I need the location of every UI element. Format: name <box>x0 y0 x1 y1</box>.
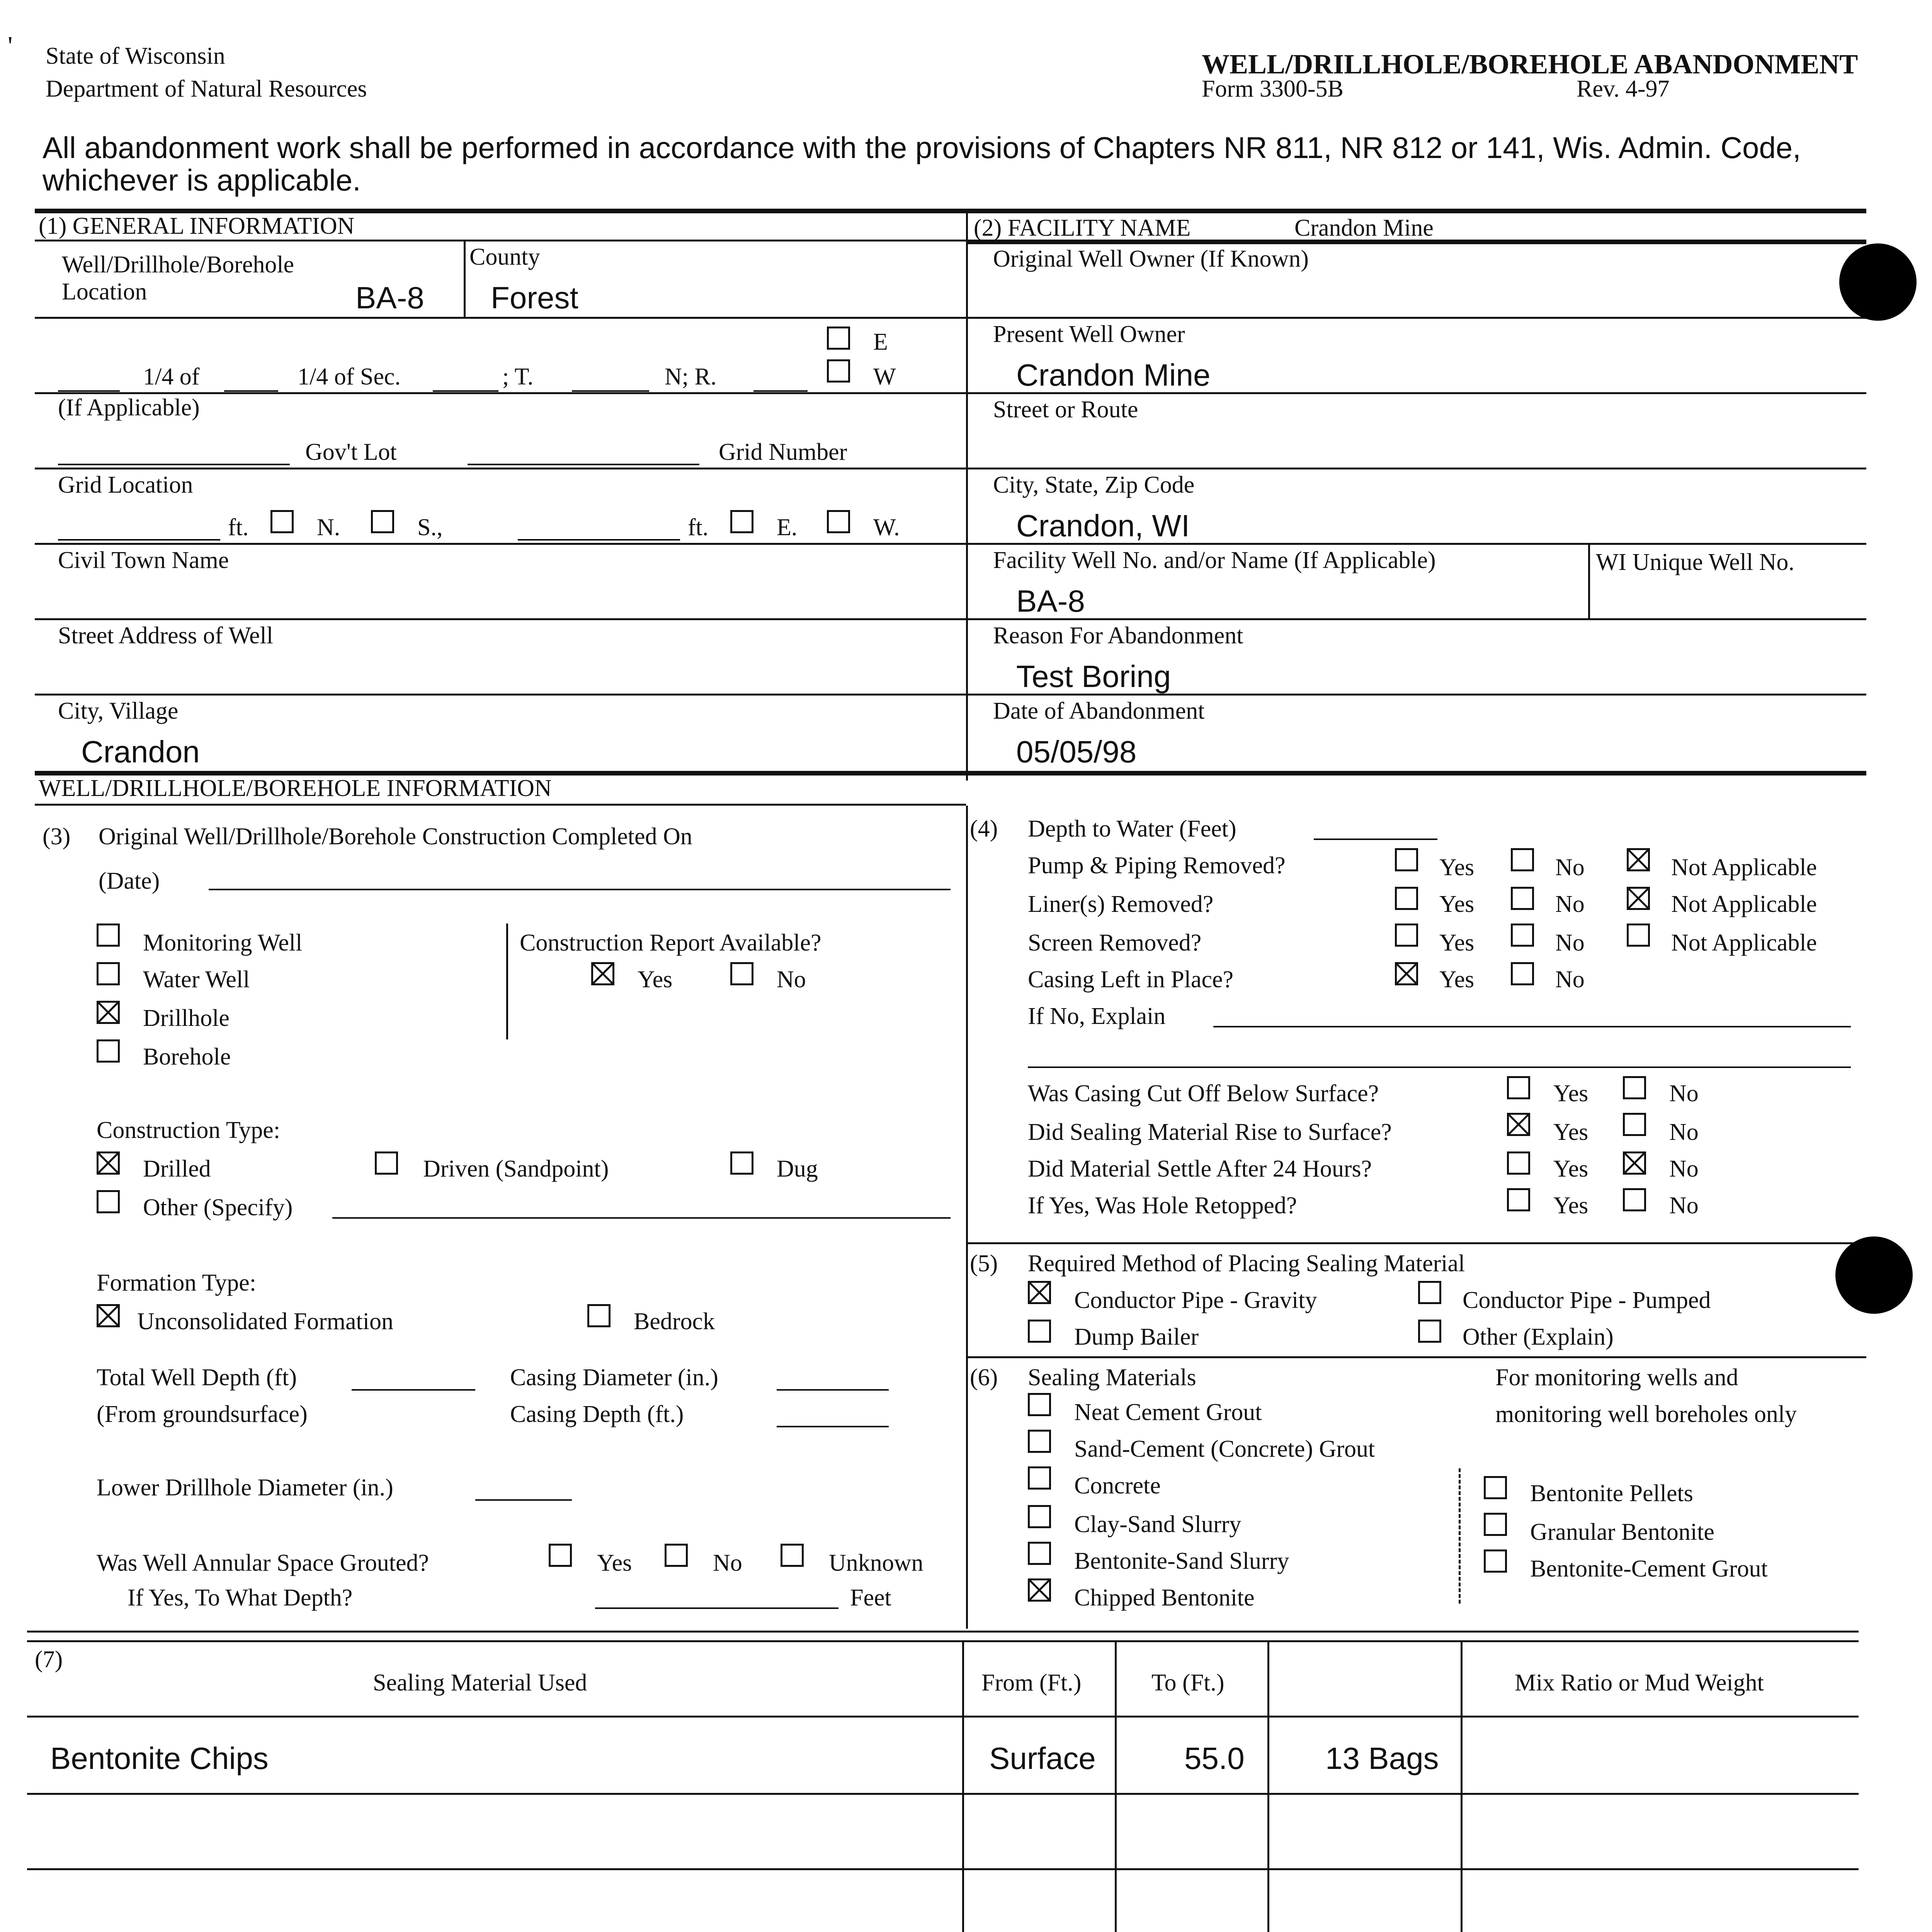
unconsolidated-label: Unconsolidated Formation <box>137 1308 393 1335</box>
annular-yes-label: Yes <box>597 1550 632 1576</box>
bailer-label: Dump Bailer <box>1074 1324 1199 1350</box>
grid-number-blank <box>468 464 699 465</box>
quarter-of-label: 1/4 of <box>143 364 200 390</box>
location-value: BA-8 <box>355 281 424 315</box>
material-settle-label: Did Material Settle After 24 Hours? <box>1028 1156 1372 1182</box>
other-construction-checkbox[interactable] <box>97 1190 120 1213</box>
row-quantity: 13 Bags <box>1325 1741 1439 1776</box>
casing-cut-yes-checkbox[interactable] <box>1507 1076 1530 1099</box>
screen-yes-checkbox[interactable] <box>1395 923 1418 947</box>
casing-cut-label: Was Casing Cut Off Below Surface? <box>1028 1080 1379 1107</box>
annular-unknown-checkbox[interactable] <box>781 1544 804 1567</box>
s3-title: Original Well/Drillhole/Borehole Construction Completed On <box>99 823 692 850</box>
present-owner-label: Present Well Owner <box>993 321 1185 347</box>
rule-g2 <box>35 392 966 394</box>
sealing-rise-no-checkbox[interactable] <box>1623 1113 1646 1136</box>
facility-well-no-value: BA-8 <box>1016 584 1085 618</box>
annular-label: Was Well Annular Space Grouted? <box>97 1550 429 1576</box>
s4-num: (4) <box>970 816 998 842</box>
dug-label: Dug <box>777 1156 818 1182</box>
other-construction-label: Other (Specify) <box>143 1194 293 1221</box>
s3-date-blank <box>209 889 951 890</box>
report-no-label: No <box>777 966 806 993</box>
liner-yes-label: Yes <box>1439 891 1475 917</box>
grid-n-checkbox[interactable] <box>270 510 294 533</box>
street-address-label: Street Address of Well <box>58 622 273 649</box>
location-label-1: Well/Drillhole/Borehole <box>62 252 294 278</box>
monitoring-well-checkbox[interactable] <box>97 923 120 947</box>
township-label: ; T. <box>502 364 534 390</box>
driven-label: Driven (Sandpoint) <box>423 1156 609 1182</box>
annular-feet-label: Feet <box>850 1585 891 1611</box>
rule-f6 <box>966 694 1866 696</box>
bentonite-sand-checkbox[interactable] <box>1028 1542 1051 1565</box>
screen-yes-label: Yes <box>1439 930 1475 956</box>
monitoring-well-label: Monitoring Well <box>143 930 303 956</box>
sand-cement-label: Sand-Cement (Concrete) Grout <box>1074 1436 1375 1462</box>
quarter-blank-2 <box>224 390 278 392</box>
depth-to-water-blank <box>1314 838 1437 840</box>
concrete-label: Concrete <box>1074 1473 1161 1499</box>
casing-left-yes-label: Yes <box>1439 966 1475 993</box>
agency-line-1: State of Wisconsin <box>46 43 225 69</box>
city-village-value: Crandon <box>81 735 200 769</box>
screen-no-label: No <box>1555 930 1585 956</box>
county-value: Forest <box>491 281 578 315</box>
govt-lot-blank <box>58 464 290 465</box>
reason-label: Reason For Abandonment <box>993 622 1243 649</box>
hole-retopped-label: If Yes, Was Hole Retopped? <box>1028 1192 1297 1219</box>
s7-col-4 <box>1461 1640 1463 1932</box>
pump-na-checkbox[interactable] <box>1627 848 1650 871</box>
bentonite-sand-label: Bentonite-Sand Slurry <box>1074 1548 1289 1574</box>
total-depth-blank <box>352 1389 475 1391</box>
township-blank <box>572 390 649 392</box>
report-yes-checkbox[interactable] <box>591 962 614 985</box>
annular-no-checkbox[interactable] <box>665 1544 688 1567</box>
s6-title: Sealing Materials <box>1028 1364 1196 1391</box>
liner-no-label: No <box>1555 891 1585 917</box>
screen-removed-label: Screen Removed? <box>1028 930 1202 956</box>
annular-yes-checkbox[interactable] <box>549 1544 572 1567</box>
granular-bentonite-label: Granular Bentonite <box>1530 1519 1714 1545</box>
pumped-checkbox[interactable] <box>1418 1281 1441 1304</box>
total-depth-label-1: Total Well Depth (ft) <box>97 1364 297 1391</box>
range-label: N; R. <box>665 364 717 390</box>
chipped-bentonite-label: Chipped Bentonite <box>1074 1585 1255 1611</box>
if-no-explain-label: If No, Explain <box>1028 1003 1166 1029</box>
city-village-label: City, Village <box>58 698 179 724</box>
monitor-note-1: For monitoring wells and <box>1495 1364 1738 1391</box>
sealing-rise-label: Did Sealing Material Rise to Surface? <box>1028 1119 1392 1145</box>
rule-g1 <box>35 317 966 319</box>
liner-na-checkbox[interactable] <box>1627 887 1650 910</box>
clay-sand-checkbox[interactable] <box>1028 1505 1051 1528</box>
rule-s5-s6 <box>966 1356 1866 1358</box>
annular-no-label: No <box>713 1550 742 1576</box>
screen-na-checkbox[interactable] <box>1627 923 1650 947</box>
street-route-label: Street or Route <box>993 396 1138 423</box>
gravity-label: Conductor Pipe - Gravity <box>1074 1287 1317 1313</box>
granular-bentonite-checkbox[interactable] <box>1484 1513 1507 1536</box>
grid-ft-blank-1 <box>58 539 220 541</box>
borehole-label: Borehole <box>143 1044 231 1070</box>
liner-no-checkbox[interactable] <box>1511 887 1534 910</box>
county-label: County <box>469 244 540 270</box>
facility-well-no-label: Facility Well No. and/or Name (If Applicable) <box>993 547 1436 573</box>
grid-n-label: N. <box>317 514 340 541</box>
grid-s-checkbox[interactable] <box>371 510 394 533</box>
dug-checkbox[interactable] <box>730 1151 753 1175</box>
rule-s7-top-b <box>27 1640 1859 1642</box>
punch-hole-middle <box>1835 1236 1913 1314</box>
quarter-blank-1 <box>58 390 120 392</box>
col-material-header: Sealing Material Used <box>373 1670 587 1696</box>
bentonite-cement-label: Bentonite-Cement Grout <box>1530 1556 1768 1582</box>
concrete-checkbox[interactable] <box>1028 1466 1051 1490</box>
bedrock-label: Bedrock <box>634 1308 715 1335</box>
s3-num: (3) <box>43 823 71 850</box>
casing-left-no-label: No <box>1555 966 1585 993</box>
casing-left-yes-checkbox[interactable] <box>1395 962 1418 985</box>
lower-diameter-blank <box>475 1499 572 1501</box>
hole-retopped-yes-checkbox[interactable] <box>1507 1188 1530 1211</box>
water-well-label: Water Well <box>143 966 250 993</box>
date-abandonment-label: Date of Abandonment <box>993 698 1205 724</box>
grid-e-checkbox[interactable] <box>730 510 753 533</box>
rule-g6 <box>35 694 966 696</box>
grid-w-checkbox[interactable] <box>827 510 850 533</box>
pump-removed-label: Pump & Piping Removed? <box>1028 852 1286 879</box>
city-state-zip-value: Crandon, WI <box>1016 509 1190 543</box>
neat-cement-checkbox[interactable] <box>1028 1393 1051 1416</box>
quarter-sec-label: 1/4 of Sec. <box>298 364 401 390</box>
clay-sand-label: Clay-Sand Slurry <box>1074 1511 1242 1537</box>
grid-ft-blank-2 <box>518 539 680 541</box>
wi-unique-label: WI Unique Well No. <box>1596 549 1794 575</box>
unconsolidated-checkbox[interactable] <box>97 1304 120 1327</box>
pump-no-checkbox[interactable] <box>1511 848 1534 871</box>
other-method-checkbox[interactable] <box>1418 1320 1441 1343</box>
pump-no-label: No <box>1555 854 1585 881</box>
other-construction-blank <box>332 1217 951 1219</box>
casing-depth-blank <box>777 1426 889 1427</box>
rule-g4 <box>35 543 966 545</box>
report-divider <box>506 923 508 1039</box>
grid-e-label: E. <box>777 514 798 541</box>
drilled-label: Drilled <box>143 1156 211 1182</box>
date-abandonment-value: 05/05/98 <box>1016 735 1137 769</box>
material-settle-yes-checkbox[interactable] <box>1507 1151 1530 1175</box>
grid-w-label: W. <box>873 514 900 541</box>
west-checkbox[interactable] <box>827 359 850 383</box>
divider-middle <box>966 806 968 1629</box>
hole-retopped-no-checkbox[interactable] <box>1623 1188 1646 1211</box>
bentonite-pellets-checkbox[interactable] <box>1484 1476 1507 1499</box>
well-info-title: WELL/DRILLHOLE/BOREHOLE INFORMATION <box>39 775 552 801</box>
form-number: Form 3300-5B <box>1202 76 1344 102</box>
liner-na-label: Not Applicable <box>1671 891 1817 917</box>
s6-num: (6) <box>970 1364 998 1391</box>
city-state-zip-label: City, State, Zip Code <box>993 472 1195 498</box>
construction-type-label: Construction Type: <box>97 1117 280 1143</box>
original-owner-label: Original Well Owner (If Known) <box>993 246 1309 272</box>
annular-depth-blank <box>595 1607 838 1609</box>
intro-text: All abandonment work shall be performed in accordance with the provisions of Chapters NR 811, NR 812 or 141, Wis. Admin. Code, whichever is applicable. <box>43 131 1801 197</box>
grid-ft-2: ft. <box>688 514 709 541</box>
hole-retopped-no-label: No <box>1669 1192 1699 1219</box>
rule-g3 <box>35 468 966 469</box>
if-no-explain-blank-2 <box>1028 1066 1851 1068</box>
formation-type-label: Formation Type: <box>97 1270 256 1296</box>
monitor-divider <box>1459 1468 1461 1604</box>
rule-s7-r2 <box>27 1868 1859 1870</box>
east-checkbox[interactable] <box>827 327 850 350</box>
driven-checkbox[interactable] <box>375 1151 398 1175</box>
bedrock-checkbox[interactable] <box>587 1304 611 1327</box>
lower-diameter-label: Lower Drillhole Diameter (in.) <box>97 1475 393 1501</box>
row-to: 55.0 <box>1184 1741 1245 1776</box>
col-mix-header: Mix Ratio or Mud Weight <box>1515 1670 1764 1696</box>
row-from: Surface <box>989 1741 1096 1776</box>
s5-num: (5) <box>970 1250 998 1277</box>
east-label: E <box>873 329 888 355</box>
liner-yes-checkbox[interactable] <box>1395 887 1418 910</box>
rule-s7-head <box>27 1716 1859 1718</box>
s7-col-1 <box>962 1640 964 1932</box>
screen-na-label: Not Applicable <box>1671 930 1817 956</box>
agency-line-2: Department of Natural Resources <box>46 76 367 102</box>
if-applicable-label: (If Applicable) <box>58 395 200 421</box>
rule-f2 <box>966 392 1866 394</box>
if-no-explain-blank <box>1213 1026 1851 1027</box>
monitor-note-2: monitoring well boreholes only <box>1495 1401 1797 1427</box>
s7-col-3 <box>1267 1640 1269 1932</box>
rule-f4 <box>966 543 1866 545</box>
sand-cement-checkbox[interactable] <box>1028 1430 1051 1453</box>
sealing-rise-yes-checkbox[interactable] <box>1507 1113 1530 1136</box>
wi-unique-divider <box>1588 543 1590 620</box>
screen-no-checkbox[interactable] <box>1511 923 1534 947</box>
sealing-rise-yes-label: Yes <box>1553 1119 1588 1145</box>
casing-diameter-blank <box>777 1389 889 1391</box>
material-settle-no-label: No <box>1669 1156 1699 1182</box>
casing-cut-yes-label: Yes <box>1553 1080 1588 1107</box>
depth-to-water-label: Depth to Water (Feet) <box>1028 816 1236 842</box>
casing-diameter-label: Casing Diameter (in.) <box>510 1364 718 1391</box>
sealing-rise-no-label: No <box>1669 1119 1699 1145</box>
pump-na-label: Not Applicable <box>1671 854 1817 881</box>
location-label-2: Location <box>62 279 147 305</box>
rule-f5 <box>966 618 1866 620</box>
other-method-label: Other (Explain) <box>1463 1324 1614 1350</box>
general-info-title: (1) GENERAL INFORMATION <box>39 213 355 239</box>
facility-name-value: Crandon Mine <box>1294 215 1434 241</box>
rule-f1 <box>966 317 1866 319</box>
water-well-checkbox[interactable] <box>97 962 120 985</box>
hole-retopped-yes-label: Yes <box>1553 1192 1588 1219</box>
bentonite-pellets-label: Bentonite Pellets <box>1530 1480 1693 1507</box>
casing-depth-label: Casing Depth (ft.) <box>510 1401 684 1427</box>
neat-cement-label: Neat Cement Grout <box>1074 1399 1262 1425</box>
rule-s7-top-a <box>27 1631 1859 1633</box>
pump-yes-checkbox[interactable] <box>1395 848 1418 871</box>
casing-left-no-checkbox[interactable] <box>1511 962 1534 985</box>
rule-s4-s5 <box>966 1242 1866 1244</box>
s7-col-2 <box>1115 1640 1117 1932</box>
rule-g5 <box>35 618 966 620</box>
drillhole-label: Drillhole <box>143 1005 230 1031</box>
s5-title: Required Method of Placing Sealing Material <box>1028 1250 1465 1277</box>
pump-yes-label: Yes <box>1439 854 1475 881</box>
rule-f3 <box>966 468 1866 469</box>
gravity-checkbox[interactable] <box>1028 1281 1051 1304</box>
bentonite-cement-checkbox[interactable] <box>1484 1549 1507 1573</box>
col-from-header: From (Ft.) <box>981 1670 1082 1696</box>
annular-depth-label: If Yes, To What Depth? <box>128 1585 353 1611</box>
liner-removed-label: Liner(s) Removed? <box>1028 891 1214 917</box>
sec-blank <box>433 390 498 392</box>
rule-s7-r1 <box>27 1793 1859 1795</box>
corner-mark: ' <box>8 31 13 61</box>
county-divider <box>464 240 466 317</box>
casing-cut-no-checkbox[interactable] <box>1623 1076 1646 1099</box>
col-to-header: To (Ft.) <box>1151 1670 1225 1696</box>
grid-s-label: S., <box>417 514 443 541</box>
total-depth-label-2: (From groundsurface) <box>97 1401 308 1427</box>
grid-number-label: Grid Number <box>719 439 847 465</box>
row-material: Bentonite Chips <box>50 1741 269 1776</box>
report-no-checkbox[interactable] <box>730 962 753 985</box>
form-revision: Rev. 4-97 <box>1577 76 1670 102</box>
punch-hole-top <box>1839 243 1917 321</box>
rule-facility-right <box>966 240 1866 244</box>
reason-value: Test Boring <box>1016 659 1171 694</box>
s7-num: (7) <box>35 1646 63 1673</box>
west-label: W <box>873 364 896 390</box>
civil-town-label: Civil Town Name <box>58 547 229 573</box>
range-blank <box>753 390 808 392</box>
govt-lot-label: Gov't Lot <box>305 439 397 465</box>
material-settle-yes-label: Yes <box>1553 1156 1588 1182</box>
chipped-bentonite-checkbox[interactable] <box>1028 1578 1051 1602</box>
report-label: Construction Report Available? <box>520 930 821 956</box>
annular-unknown-label: Unknown <box>829 1550 923 1576</box>
bailer-checkbox[interactable] <box>1028 1320 1051 1343</box>
grid-location-label: Grid Location <box>58 472 193 498</box>
drillhole-checkbox[interactable] <box>97 1001 120 1024</box>
grid-ft-1: ft. <box>228 514 249 541</box>
form-title: WELL/DRILLHOLE/BOREHOLE ABANDONMENT <box>1202 49 1858 80</box>
borehole-checkbox[interactable] <box>97 1039 120 1063</box>
drilled-checkbox[interactable] <box>97 1151 120 1175</box>
casing-cut-no-label: No <box>1669 1080 1699 1107</box>
material-settle-no-checkbox[interactable] <box>1623 1151 1646 1175</box>
present-owner-value: Crandon Mine <box>1016 358 1211 392</box>
rule-well-info-bottom <box>35 804 966 806</box>
s3-date-label: (Date) <box>99 868 160 894</box>
report-yes-label: Yes <box>638 966 673 993</box>
pumped-label: Conductor Pipe - Pumped <box>1463 1287 1711 1313</box>
rule-general-left <box>35 240 966 242</box>
casing-left-label: Casing Left in Place? <box>1028 966 1233 993</box>
facility-title: (2) FACILITY NAME <box>974 215 1191 241</box>
